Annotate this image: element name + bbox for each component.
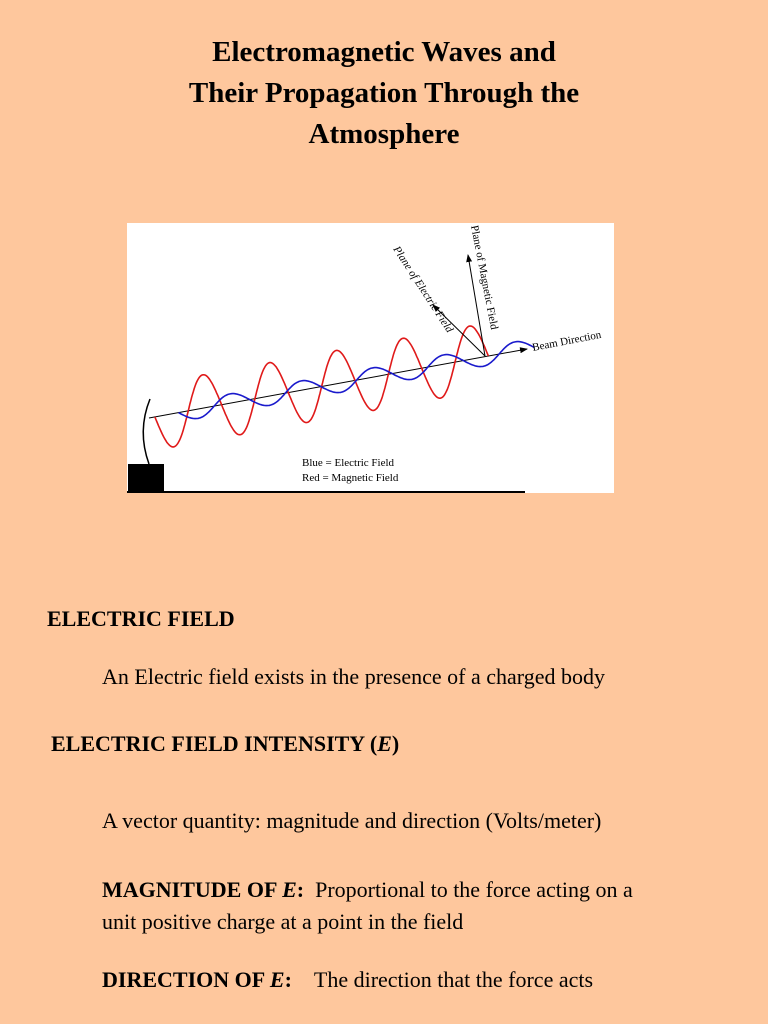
direction-paragraph [102,967,593,993]
direction-label-suffix: : [284,967,292,992]
electric-field-heading: ELECTRIC FIELD [47,606,235,631]
plane-magnetic-label: Plane of Magnetic Field [468,224,501,331]
page-title [84,32,684,155]
title-line-2: Their Propagation Through the [188,77,580,109]
intensity-heading-suffix: ) [391,731,400,756]
em-wave-diagram [127,223,614,493]
antenna-base [128,464,164,492]
intensity-heading-prefix: ELECTRIC FIELD INTENSITY ( [51,731,378,756]
title-line-1: Electromagnetic Waves and [212,36,556,68]
legend-blue: Blue = Electric Field [302,457,395,469]
magnitude-text-line1: Proportional to the force acting on a [315,877,633,902]
intensity-heading [51,731,399,757]
intensity-heading-symbol: E [377,731,392,756]
vector-text: A vector quantity: magnitude and direction (Volts/meter) [102,808,602,833]
magnitude-label-symbol: E [282,877,297,902]
direction-label-symbol: E [269,967,285,992]
direction-label [102,967,292,992]
em-wave-svg [127,223,614,493]
electric-field-wave [179,342,535,419]
magnitude-label [102,877,304,902]
plane-electric-label: Plane of Electric Field [390,244,456,335]
direction-text: The direction that the force acts [313,967,594,992]
beam-axis [149,349,527,418]
direction-label-prefix: DIRECTION OF [102,967,270,992]
legend-red: Red = Magnetic Field [302,472,399,484]
antenna-reflector [143,399,150,464]
magnitude-label-prefix: MAGNITUDE OF [102,877,283,902]
beam-direction-label: Beam Direction [531,328,603,354]
title-line-3: Atmosphere [308,118,460,150]
magnitude-label-suffix: : [296,877,305,902]
electric-field-text: An Electric field exists in the presence of a charged body [102,664,605,689]
magnitude-paragraph [102,874,633,938]
magnitude-text-line2: unit positive charge at a point in the field [102,909,464,934]
